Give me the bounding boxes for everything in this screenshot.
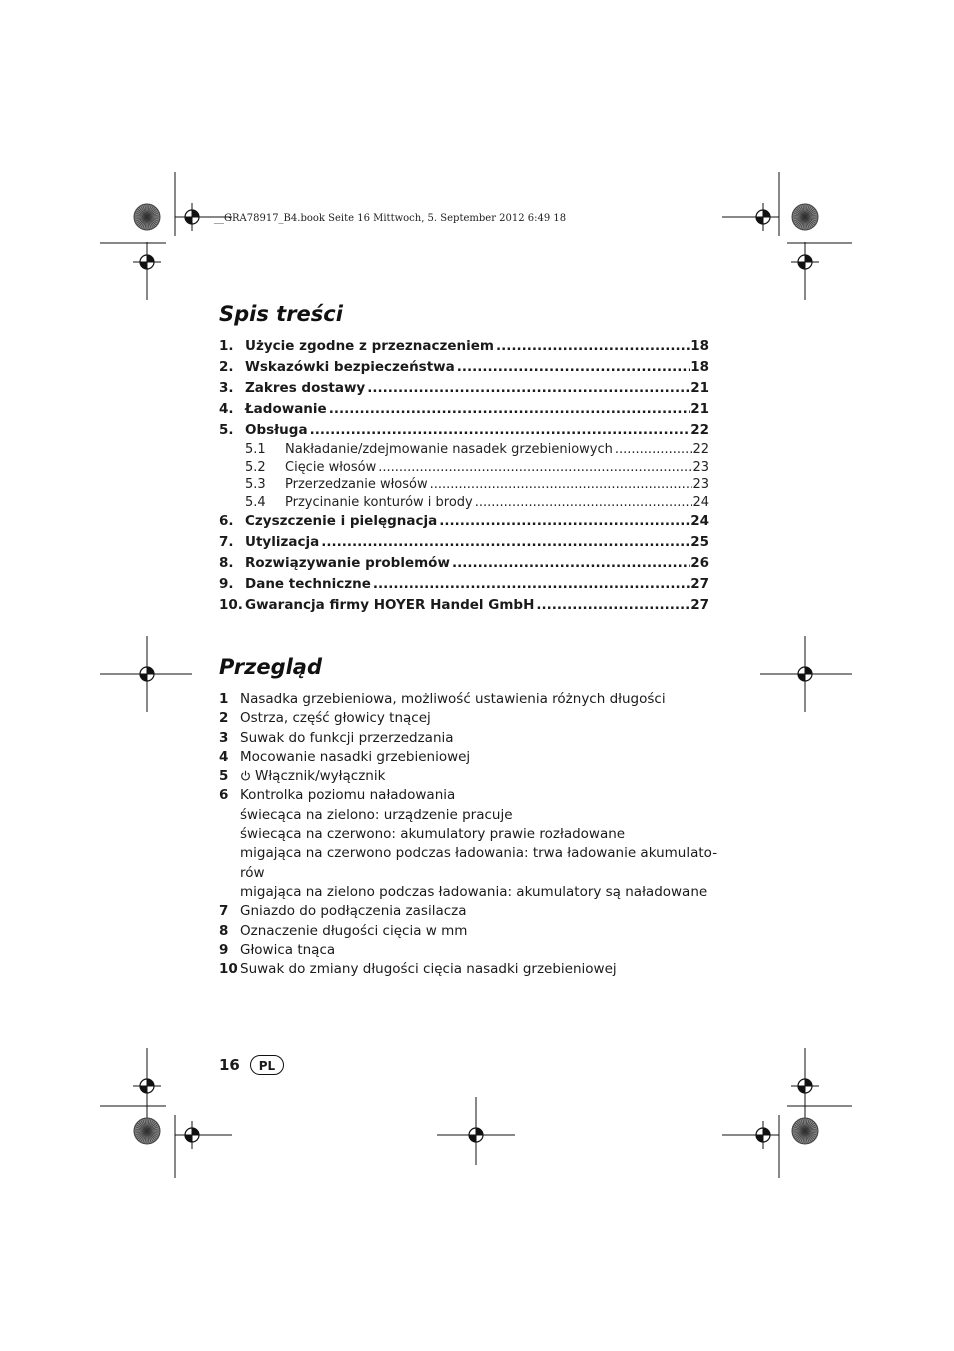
toc-leader-dots [365,378,690,399]
toc-entry-number: 5.2 [245,459,266,475]
overview-item [219,709,709,728]
overview-item-text: Suwak do funkcji przerzedzania [240,729,454,746]
starburst-registration-icon [792,1118,818,1144]
toc-entry-number: 4. [219,401,234,417]
toc-leader-dots [376,459,692,477]
toc-entry [219,595,709,616]
overview-item-number: 8 [219,922,229,939]
overview-item-text: Suwak do zmiany długości cięcia nasadki grzebieniowej [240,961,617,978]
overview-item-text: migająca na czerwono podczas ładowania: trwa ładowanie akumulato- [240,845,718,862]
toc-entry-label: Użycie zgodne z przeznaczeniem [245,338,494,354]
print-header-line: __GRA78917_B4.book Seite 16 Mittwoch, 5. September 2012 6:49 18 [214,213,567,224]
toc-entry-number: 5.1 [245,442,266,457]
toc-entry [219,476,709,494]
toc-entry-page: 18 [690,359,709,375]
toc-entry-page: 24 [690,513,709,529]
toc-entry [219,553,709,574]
toc-entry-label: Rozwiązywanie problemów [245,555,450,571]
toc-entry-number: 9. [219,576,234,592]
toc-leader-dots [534,595,690,616]
toc-entry [219,459,709,477]
page-number: 16 [219,1056,240,1074]
toc-leader-dots [455,357,690,378]
toc-leader-dots [428,476,693,494]
overview-item-number: 7 [219,903,229,920]
overview-item-text: Głowica tnąca [240,941,336,958]
overview-item-text: Nasadka grzebieniowa, możliwość ustawienia różnych długości [240,691,666,707]
toc-entry-label: Zakres dostawy [245,380,366,396]
toc-leader-dots [613,441,693,459]
toc-entry-number: 5.4 [245,494,266,510]
toc-entry [219,357,709,378]
overview-item [219,922,709,941]
toc-entry-number: 10. [219,597,243,613]
toc-leader-dots [494,336,690,357]
toc-leader-dots [437,511,690,532]
toc-entry [219,532,709,553]
toc-entry-page: 25 [690,534,709,550]
toc-entry-label: Przerzedzanie włosów [285,477,428,492]
toc-entry [219,494,709,512]
overview-item-number: 2 [219,710,229,727]
toc-entry-page: 24 [692,494,709,510]
table-of-contents [219,336,709,616]
toc-entry [219,399,709,420]
toc-entry-number: 3. [219,380,234,396]
toc-entry-page: 27 [690,576,709,592]
toc-leader-dots [371,574,690,595]
toc-entry-page: 21 [690,380,709,396]
toc-entry-page: 27 [690,597,709,613]
toc-entry [219,378,709,399]
overview-item-number: 10 [219,961,238,978]
toc-entry [219,574,709,595]
toc-entry-label: Gwarancja firmy HOYER Handel GmbH [245,597,535,613]
toc-entry-page: 23 [692,459,709,475]
overview-item-number: 4 [219,748,229,765]
overview-item-text: świecąca na czerwono: akumulatory prawie rozładowane [240,826,626,843]
overview-item [219,960,709,979]
overview-item-number: 3 [219,729,229,746]
toc-entry-label: Obsługa [245,422,308,438]
overview-item-text: Gniazdo do podłączenia zasilacza [240,903,467,920]
language-badge: PL [250,1055,284,1075]
toc-entry-page: 23 [692,477,709,492]
toc-entry-label: Przycinanie konturów i brody [285,494,473,510]
starburst-registration-icon [134,204,160,230]
overview-item-number: 9 [219,941,229,958]
toc-leader-dots [473,494,693,512]
power-icon [240,770,251,781]
toc-leader-dots [327,399,691,420]
toc-entry-label: Dane techniczne [245,576,371,592]
overview-item [219,690,709,709]
toc-leader-dots [308,420,691,441]
toc-entry-number: 5. [219,422,234,438]
toc-entry-page: 26 [690,555,709,571]
toc-entry-page: 22 [690,422,709,438]
overview-item-text: Ostrza, część głowicy tnącej [240,710,431,727]
overview-item [219,786,718,902]
toc-entry-page: 18 [690,338,709,354]
overview-list [219,690,718,979]
overview-item-text: Mocowanie nasadki grzebieniowej [240,748,471,765]
toc-entry-number: 2. [219,359,234,375]
overview-item-text: świecąca na zielono: urządzenie pracuje [240,806,513,823]
toc-entry [219,420,709,441]
overview-item-text: Kontrolka poziomu naładowania [240,787,456,804]
toc-leader-dots [319,532,690,553]
toc-entry-number: 7. [219,534,234,550]
overview-item [219,767,709,786]
overview-item-number: 1 [219,691,229,707]
toc-entry-label: Cięcie włosów [285,459,377,475]
starburst-registration-icon [134,1118,160,1144]
toc-entry [219,336,709,357]
overview-item [219,941,709,960]
toc-title: Spis treści [219,302,343,326]
toc-entry [219,511,709,532]
toc-entry-label: Ładowanie [245,401,327,417]
overview-title: Przegląd [219,655,323,679]
toc-entry-page: 21 [690,401,709,417]
overview-item-text: Włącznik/wyłącznik [240,767,709,786]
overview-item-text: rów [240,864,265,881]
toc-entry-number: 5.3 [245,477,266,492]
overview-item [219,748,709,767]
toc-entry-label: Wskazówki bezpieczeństwa [245,359,455,375]
toc-leader-dots [450,553,690,574]
overview-item [219,729,709,748]
toc-entry [219,441,709,459]
toc-entry-number: 6. [219,513,234,529]
toc-entry-number: 1. [219,338,234,354]
overview-item-text: migająca na zielono podczas ładowania: akumulatory są naładowane [240,883,708,900]
overview-item-number: 6 [219,787,229,804]
toc-entry-number: 8. [219,555,234,571]
overview-item-number: 5 [219,768,229,785]
toc-entry-label: Utylizacja [245,534,320,550]
toc-entry-page: 22 [692,442,709,457]
toc-entry-label: Czyszczenie i pielęgnacja [245,513,438,529]
overview-item [219,902,709,921]
starburst-registration-icon [792,204,818,230]
toc-entry-label: Nakładanie/zdejmowanie nasadek grzebieniowych [285,442,613,457]
overview-item-text: Oznaczenie długości cięcia w mm [240,922,468,939]
